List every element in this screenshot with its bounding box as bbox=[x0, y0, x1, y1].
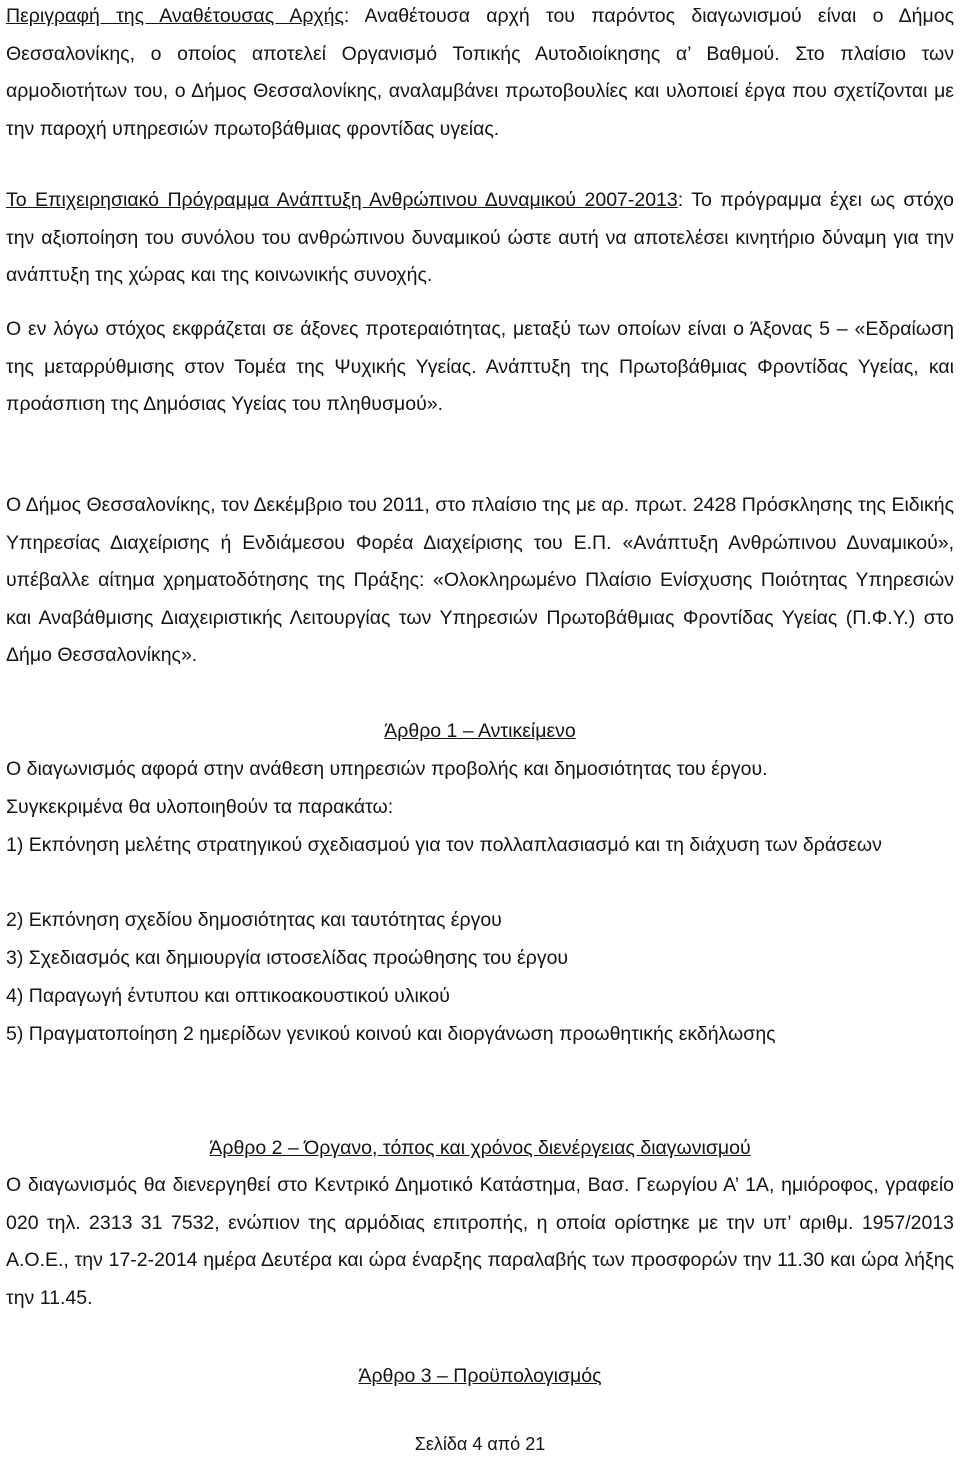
operational-programme-paragraph bbox=[6, 182, 954, 295]
contracting-authority-label: Περιγραφή της Αναθέτουσας Αρχής bbox=[6, 5, 344, 27]
list-item: 2) Εκπόνηση σχεδίου δημοσιότητας και ταυτότητας έργου bbox=[6, 909, 502, 931]
list-item: 3) Σχεδιασμός και δημιουργία ιστοσελίδας προώθησης του έργου bbox=[6, 947, 569, 969]
funding-request-paragraph: Ο Δήμος Θεσσαλονίκης, τον Δεκέμβριο του 2011, στο πλαίσιο της με αρ. πρωτ. 2428 Πρόσκλησης της Ειδικής Υπηρεσίας Διαχείρισης ή Ενδιάμεσου Φορέα Διαχείρισης του Ε.Π. «Ανάπτυξη Ανθρώπινου Δυναμικού», υπέβαλλε αίτημα χρηματοδότησης της Πράξης: «Ολοκληρωμένο Πλαίσιο Ενίσχυσης Ποιότητας Υπηρεσιών και Αναβάθμισης Διαχειριστικής Λειτουργίας των Υπηρεσιών Πρωτοβάθμιας Φροντίδας Υγείας (Π.Φ.Υ.) στο Δήμο Θεσσαλονίκης». bbox=[6, 494, 954, 666]
contracting-authority-paragraph bbox=[6, 0, 954, 148]
operational-programme-text: : Το πρόγραμμα έχει ως στόχο την αξιοποίηση του συνόλου του ανθρώπινου δυναμικού ώστε αυτή να αποτελέσει κινητήριο δύναμη για την ανάπτυξη της χώρας και της κοινωνικής συνοχής. bbox=[6, 189, 954, 286]
article-2-text: Ο διαγωνισμός θα διενεργηθεί στο Κεντρικό Δημοτικό Κατάστημα, Βασ. Γεωργίου Α’ 1Α, ημιόροφος, γραφείο 020 τηλ. 2313 31 7532, ενώπιον της αρμόδιας επιτροπής, η οποία ορίστηκε με την υπ’ αριθμ. 1957/2013 Α.Ο.Ε., την 17-2-2014 ημέρα Δευτέρα και ώρα έναρξης παραλαβής των προσφορών την 11.30 και ώρα λήξης την 11.45. bbox=[6, 1174, 954, 1309]
article-1-heading: Άρθρο 1 – Αντικείμενο bbox=[384, 720, 576, 742]
operational-programme-label: Το Επιχειρησιακό Πρόγραμμα Ανάπτυξη Ανθρώπινου Δυναμικού 2007-2013 bbox=[6, 189, 678, 211]
contracting-authority-text: : Αναθέτουσα αρχή του παρόντος διαγωνισμού είναι ο Δήμος Θεσσαλονίκης, ο οποίος αποτελεί Οργανισμό Τοπικής Αυτοδιοίκησης α’ Βαθμού. Στο πλαίσιο των αρμοδιοτήτων του, ο Δήμος Θεσσαλονίκης, αναλαμβάνει πρωτοβουλίες και υλοποιεί έργα που σχετίζονται με την παροχή υπηρεσιών πρωτοβάθμιας φροντίδας υγείας. bbox=[6, 5, 954, 140]
article-1-lead: Συγκεκριμένα θα υλοποιηθούν τα παρακάτω: bbox=[6, 796, 394, 818]
article-3-heading: Άρθρο 3 – Προϋπολογισμός bbox=[358, 1365, 602, 1387]
article-1-intro: Ο διαγωνισμός αφορά στην ανάθεση υπηρεσιών προβολής και δημοσιότητας του έργου. bbox=[6, 758, 768, 780]
list-item: 4) Παραγωγή έντυπου και οπτικοακουστικού υλικού bbox=[6, 985, 450, 1007]
list-item: 1) Εκπόνηση μελέτης στρατηγικού σχεδιασμού για τον πολλαπλασιασμό και τη διάχυση των δράσεων bbox=[6, 834, 882, 856]
article-2-heading: Άρθρο 2 – Όργανο, τόπος και χρόνος διενέργειας διαγωνισμού bbox=[209, 1137, 751, 1159]
list-item: 5) Πραγματοποίηση 2 ημερίδων γενικού κοινού και διοργάνωση προωθητικής εκδήλωσης bbox=[6, 1023, 776, 1045]
page-number: Σελίδα 4 από 21 bbox=[414, 1434, 546, 1454]
priority-axes-paragraph: Ο εν λόγω στόχος εκφράζεται σε άξονες προτεραιότητας, μεταξύ των οποίων είναι ο Άξονας 5 – «Εδραίωση της μεταρρύθμισης στον Τομέα της Ψυχικής Υγείας. Ανάπτυξη της Πρωτοβάθμιας Φροντίδας Υγείας, και προάσπιση της Δημόσιας Υγείας του πληθυσμού». bbox=[6, 318, 954, 415]
